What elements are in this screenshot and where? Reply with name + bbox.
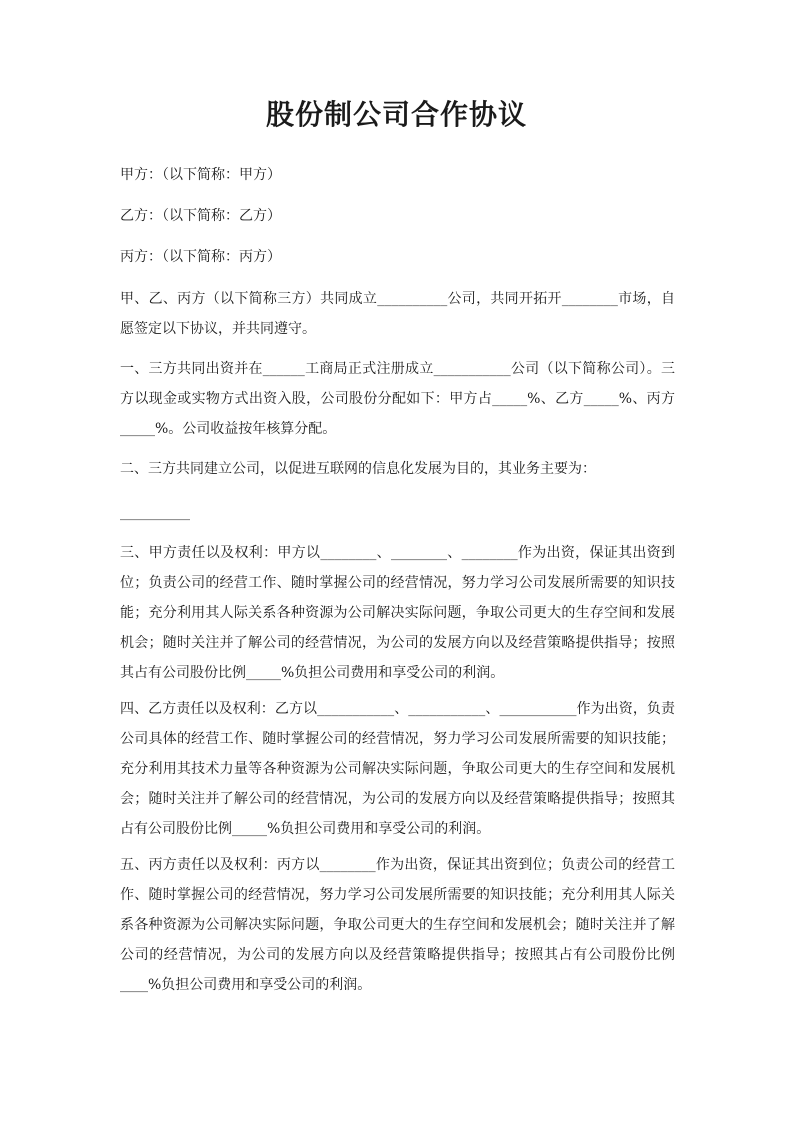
document-title: 股份制公司合作协议 xyxy=(265,98,527,131)
clause-5-paragraph: 五、丙方责任以及权利：丙方以________作为出资，保证其出资到位；负责公司的经营工作、随时掌握公司的经营情况，努力学习公司发展所需要的知识技能；充分利用其人际关系各种资源为公司解决实际问题，争取公司更大的生存空间和发展机会；随时关注并了解公司的经营情况，为公司的发展方向以及经营策略提供指导；按照其占有公司股份比例____%负担公司费用和享受公司的利润。 xyxy=(120,857,675,993)
clause-2-blank-line: __________ xyxy=(120,505,190,521)
intro-paragraph: 甲、乙、丙方（以下简称三方）共同成立__________公司，共同开拓开________市场，自愿签定以下协议，并共同遵守。 xyxy=(120,291,675,337)
clause-2-paragraph: 二、三方共同建立公司，以促进互联网的信息化发展为目的，其业务主要为： xyxy=(120,461,596,477)
party-a-line: 甲方：（以下简称：甲方） xyxy=(120,167,281,183)
clause-3-paragraph: 三、甲方责任以及权利：甲方以________、________、________作为出资，保证其出资到位；负责公司的经营工作、随时掌握公司的经营情况，努力学习公司发展所需要的知识技能；充分利用其人际关系各种资源为公司解决实际问题，争取公司更大的生存空间和发展机会；随时关注并了解公司的经营情况，为公司的发展方向以及经营策略提供指导；按照其占有公司股份比例_____%负担公司费用和享受公司的利润。 xyxy=(120,545,675,681)
party-b-line: 乙方：（以下简称：乙方） xyxy=(120,208,281,224)
clause-4-paragraph: 四、乙方责任以及权利：乙方以___________、___________、___________作为出资，负责公司具体的经营工作、随时掌握公司的经营情况，努力学习公司发展所需要的知识技能；充分利用其技术力量等各种资源为公司解决实际问题，争取公司更大的生存空间和发展机会；随时关注并了解公司的经营情况，为公司的发展方向以及经营策略提供指导；按照其占有公司股份比例_____%负担公司费用和享受公司的利润。 xyxy=(120,701,675,837)
clause-1-paragraph: 一、三方共同出资并在______工商局正式注册成立___________公司（以下简称公司）。三方以现金或实物方式出资入股，公司股份分配如下：甲方占_____%、乙方_____%、丙方_____%。公司收益按年核算分配。 xyxy=(120,361,675,437)
party-c-line: 丙方：（以下简称：丙方） xyxy=(120,249,281,265)
